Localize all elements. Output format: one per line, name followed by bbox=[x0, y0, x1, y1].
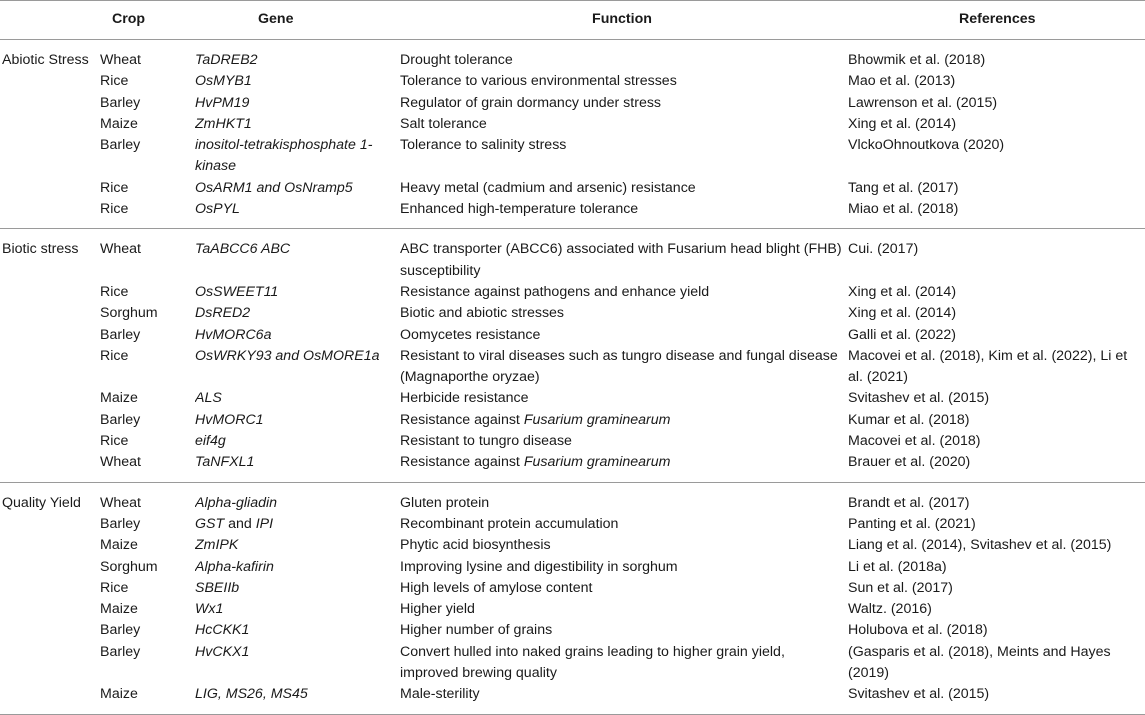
gene-cell: HcCKK1 bbox=[195, 622, 250, 639]
function-cell: Enhanced high-temperature tolerance bbox=[398, 199, 846, 229]
category-label: Quality Yield bbox=[2, 494, 81, 511]
function-cell: Tolerance to salinity stress bbox=[400, 137, 567, 154]
crop-cell: Wheat bbox=[100, 494, 142, 511]
reference-cell: Svitashev et al. (2015) bbox=[846, 684, 1145, 714]
crop-cell: Sorghum bbox=[100, 558, 158, 575]
gene-cell: Alpha-kafirin bbox=[195, 558, 274, 575]
function-cell: ABC transporter (ABCC6) associated with Fusarium head blight (FHB) susceptibility bbox=[400, 241, 842, 279]
reference-cell: Li et al. (2018a) bbox=[848, 558, 947, 575]
reference-cell: Svitashev et al. (2015) bbox=[848, 390, 990, 407]
table-row bbox=[0, 282, 1145, 303]
crop-cell: Wheat bbox=[100, 241, 142, 258]
reference-cell: (Gasparis et al. (2018), Meints and Hayes (2019) bbox=[848, 643, 1111, 682]
category-label: Abiotic Stress bbox=[2, 52, 89, 68]
crop-cell: Rice bbox=[97, 199, 195, 229]
reference-cell: Sun et al. (2017) bbox=[848, 579, 953, 596]
function-cell: Regulator of grain dormancy under stress bbox=[400, 94, 662, 111]
function-cell: Resistance against pathogens and enhance yield bbox=[400, 283, 710, 300]
function-cell: Phytic acid biosynthesis bbox=[400, 537, 551, 554]
crop-cell: Barley bbox=[100, 411, 141, 428]
function-cell: Male-sterility bbox=[398, 684, 846, 714]
crop-cell: Rice bbox=[100, 347, 129, 364]
reference-cell: VlckoOhnoutkova (2020) bbox=[848, 137, 1005, 154]
category-label: Biotic stress bbox=[2, 241, 79, 258]
reference-cell: Macovei et al. (2018) bbox=[848, 433, 981, 450]
table-row bbox=[0, 71, 1145, 92]
species-name: Fusarium graminearum bbox=[523, 454, 671, 471]
table-row bbox=[0, 620, 1145, 641]
reference-cell: Miao et al. (2018) bbox=[846, 199, 1145, 229]
crop-cell: Wheat bbox=[100, 52, 142, 68]
function-cell: Heavy metal (cadmium and arsenic) resistance bbox=[400, 179, 696, 196]
header-references: References bbox=[846, 1, 1145, 40]
function-cell: Biotic and abiotic stresses bbox=[400, 305, 565, 322]
table-row bbox=[0, 178, 1145, 199]
reference-cell: Panting et al. (2021) bbox=[848, 515, 976, 532]
reference-cell: Macovei et al. (2018), Kim et al. (2022), Li et al. (2021) bbox=[848, 347, 1128, 386]
reference-cell: Holubova et al. (2018) bbox=[848, 622, 988, 639]
crop-cell: Barley bbox=[100, 622, 141, 639]
reference-cell: Mao et al. (2013) bbox=[848, 73, 956, 90]
table-row bbox=[0, 40, 1145, 72]
reference-cell: Cui. (2017) bbox=[848, 241, 919, 258]
table-row bbox=[0, 684, 1145, 714]
gene-cell: OsARM1 and OsNramp5 bbox=[195, 179, 353, 196]
crop-cell: Maize bbox=[100, 390, 138, 407]
reference-cell: Kumar et al. (2018) bbox=[848, 411, 970, 428]
gene-cell: OsSWEET11 bbox=[195, 283, 279, 300]
crop-cell: Barley bbox=[100, 326, 141, 343]
function-cell: High levels of amylose content bbox=[400, 579, 593, 596]
gene-cell: ZmIPK bbox=[195, 537, 239, 554]
header-row bbox=[0, 1, 1145, 40]
table-row bbox=[0, 135, 1145, 178]
crop-cell: Maize bbox=[100, 601, 138, 618]
function-cell: Improving lysine and digestibility in sorghum bbox=[400, 558, 678, 575]
table-row bbox=[0, 557, 1145, 578]
table-row bbox=[0, 535, 1145, 556]
gene-cell: HvMORC1 bbox=[195, 411, 264, 428]
crop-cell: Maize bbox=[100, 537, 138, 554]
reference-cell: Bhowmik et al. (2018) bbox=[848, 52, 986, 68]
gene-cell: HvPM19 bbox=[195, 94, 250, 111]
gene-name: IPI bbox=[255, 515, 274, 532]
reference-cell: Lawrenson et al. (2015) bbox=[848, 94, 998, 111]
gene-cell: OsMYB1 bbox=[195, 73, 252, 90]
function-cell: Resistant to viral diseases such as tungro disease and fungal disease (Magnaporthe oryzae) bbox=[400, 347, 838, 386]
reference-cell: Brandt et al. (2017) bbox=[848, 494, 970, 511]
reference-cell: Xing et al. (2014) bbox=[848, 305, 957, 322]
table-row bbox=[0, 514, 1145, 535]
species-name: Fusarium graminearum bbox=[523, 411, 671, 428]
reference-cell: Galli et al. (2022) bbox=[848, 326, 957, 343]
crop-cell: Rice bbox=[100, 179, 129, 196]
reference-cell: Tang et al. (2017) bbox=[848, 179, 959, 196]
gene-cell: TaNFXL1 bbox=[195, 452, 398, 482]
gene-cell: OsPYL bbox=[195, 199, 398, 229]
table-row bbox=[0, 599, 1145, 620]
table-row bbox=[0, 578, 1145, 599]
function-cell: Gluten protein bbox=[400, 494, 490, 511]
function-cell: Tolerance to various environmental stresses bbox=[400, 73, 677, 90]
crop-cell: Barley bbox=[100, 137, 141, 154]
gene-cell: HvMORC6a bbox=[195, 326, 272, 343]
table-row bbox=[0, 410, 1145, 431]
conjunction: and bbox=[224, 515, 256, 532]
crop-cell: Sorghum bbox=[100, 305, 158, 322]
table-row bbox=[0, 199, 1145, 229]
function-cell: Recombinant protein accumulation bbox=[400, 515, 619, 532]
crop-cell: Barley bbox=[100, 643, 141, 660]
crop-cell: Rice bbox=[100, 283, 129, 300]
table-row bbox=[0, 325, 1145, 346]
function-text: Resistance against bbox=[400, 411, 524, 428]
table-row bbox=[0, 388, 1145, 409]
reference-cell: Brauer et al. (2020) bbox=[846, 452, 1145, 482]
header-category bbox=[0, 1, 97, 40]
header-function: Function bbox=[398, 1, 846, 40]
function-cell: Drought tolerance bbox=[400, 52, 513, 68]
gene-cell: Wx1 bbox=[195, 601, 224, 618]
header-gene: Gene bbox=[195, 1, 398, 40]
function-cell bbox=[398, 410, 846, 431]
function-text: Resistance against bbox=[400, 454, 524, 471]
function-cell: Higher number of grains bbox=[400, 622, 553, 639]
gene-name: GST bbox=[195, 515, 225, 532]
crop-cell: Rice bbox=[100, 433, 129, 450]
gene-cell bbox=[195, 514, 398, 535]
crop-cell: Rice bbox=[100, 579, 129, 596]
table-row bbox=[0, 346, 1145, 389]
reference-cell: Liang et al. (2014), Svitashev et al. (2015) bbox=[848, 537, 1112, 554]
gene-cell: inositol-tetrakisphosphate 1-kinase bbox=[195, 137, 373, 175]
function-cell bbox=[398, 452, 846, 482]
gene-cell: LIG, MS26, MS45 bbox=[195, 684, 398, 714]
reference-cell: Xing et al. (2014) bbox=[848, 283, 957, 300]
crop-cell: Maize bbox=[100, 115, 138, 132]
gene-cell: ZmHKT1 bbox=[195, 115, 252, 132]
gene-cell: ALS bbox=[195, 390, 222, 407]
table-row bbox=[0, 114, 1145, 135]
table-row bbox=[0, 93, 1145, 114]
gene-cell: Alpha-gliadin bbox=[195, 494, 278, 511]
crop-cell: Barley bbox=[100, 94, 141, 111]
function-cell: Oomycetes resistance bbox=[400, 326, 541, 343]
table-row bbox=[0, 431, 1145, 452]
function-cell: Salt tolerance bbox=[400, 115, 487, 132]
gene-cell: TaDREB2 bbox=[195, 52, 258, 68]
gene-cell: HvCKX1 bbox=[195, 643, 250, 660]
function-cell: Convert hulled into naked grains leading to higher grain yield, improved brewing quality bbox=[400, 643, 785, 682]
table-row bbox=[0, 229, 1145, 282]
function-cell: Resistant to tungro disease bbox=[400, 433, 572, 450]
header-crop: Crop bbox=[97, 1, 195, 40]
reference-cell: Waltz. (2016) bbox=[848, 601, 932, 618]
table-row bbox=[0, 642, 1145, 685]
gene-cell: TaABCC6 ABC bbox=[195, 241, 291, 258]
function-cell: Herbicide resistance bbox=[400, 390, 529, 407]
gene-cell: DsRED2 bbox=[195, 305, 251, 322]
gene-cell: SBEIIb bbox=[195, 579, 240, 596]
table-row bbox=[0, 303, 1145, 324]
table-row bbox=[0, 482, 1145, 514]
reference-cell: Xing et al. (2014) bbox=[848, 115, 957, 132]
crop-cell: Wheat bbox=[97, 452, 195, 482]
crop-cell: Maize bbox=[97, 684, 195, 714]
table-row bbox=[0, 452, 1145, 482]
crop-cell: Rice bbox=[100, 73, 129, 90]
gene-cell: OsWRKY93 and OsMORE1a bbox=[195, 347, 380, 364]
crop-cell: Barley bbox=[100, 515, 141, 532]
gene-cell: eif4g bbox=[195, 433, 226, 450]
function-cell: Higher yield bbox=[400, 601, 475, 618]
